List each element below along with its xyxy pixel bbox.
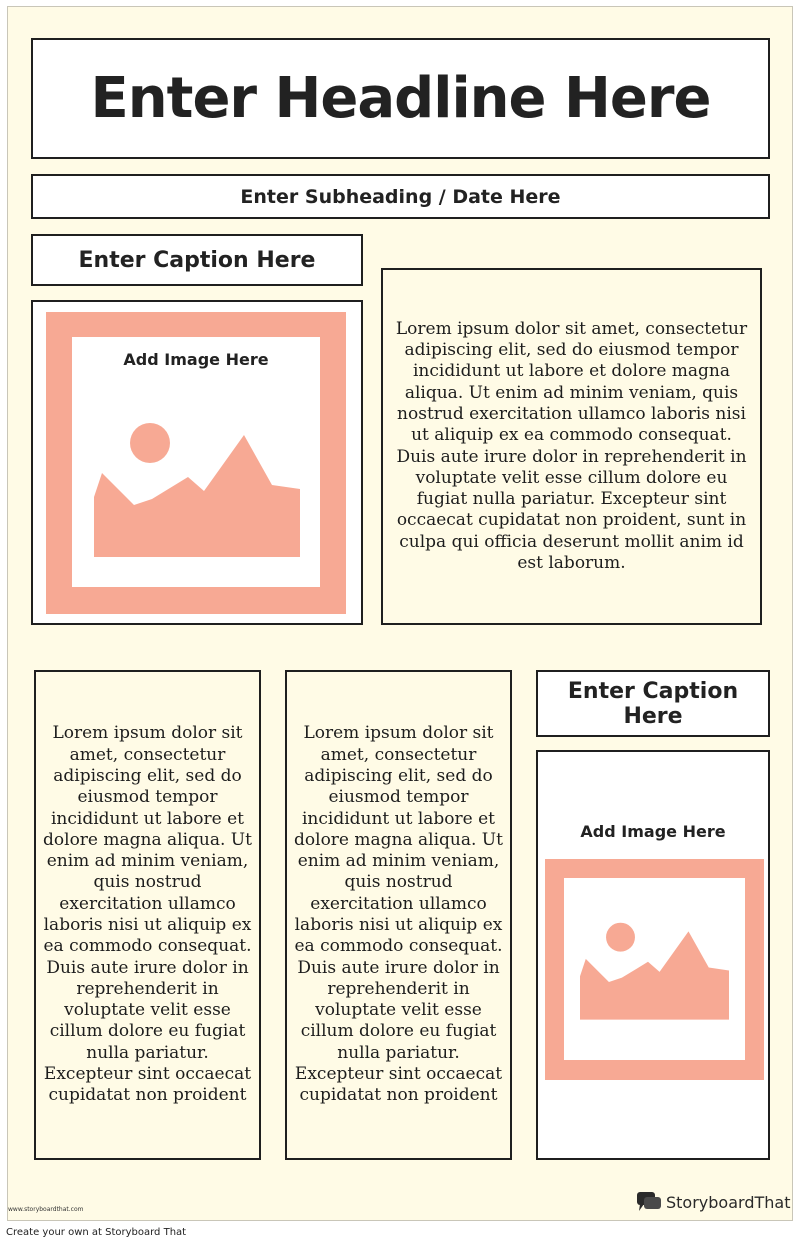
- headline: Enter Headline Here: [90, 66, 711, 131]
- add-image-label-1: Add Image Here: [123, 350, 269, 369]
- image-placeholder-2: [545, 859, 764, 1080]
- brand-name: StoryboardThat: [666, 1192, 791, 1212]
- image-placeholder-1: [46, 312, 346, 614]
- image-frame-1[interactable]: [31, 300, 363, 625]
- image-placeholder-inner-2: [564, 878, 745, 1060]
- caption-box-2[interactable]: [536, 670, 770, 737]
- image-placeholder-inner-1: [72, 337, 320, 587]
- image-frame-2[interactable]: [536, 750, 770, 1160]
- image-icon-2: [580, 918, 729, 1020]
- image-icon: [94, 417, 300, 557]
- subheading: Enter Subheading / Date Here: [240, 185, 561, 208]
- caption-2: Enter Caption Here: [567, 678, 739, 729]
- column-1-paragraph: Lorem ipsum dolor sit amet, consectetur adipiscing elit, sed do eiusmod tempor incididunt ut labore et dolore magna aliqua. Ut enim ad minim veniam, quis nostrud exercitation ullamco laboris nisi ut aliquip ex ea commodo consequat. Duis aute irure dolor in reprehenderit in voluptate velit esse cillum dolore eu fugiat nulla pariatur. Excepteur sint occaecat cupidatat non proident: [43, 723, 252, 1106]
- speech-bubble-icon: [636, 1191, 662, 1213]
- storyboardthat-logo[interactable]: [636, 1191, 790, 1213]
- caption-1: Enter Caption Here: [78, 247, 316, 273]
- headline-box[interactable]: [31, 38, 770, 159]
- column-2-paragraph: Lorem ipsum dolor sit amet, consectetur adipiscing elit, sed do eiusmod tempor incididunt ut labore et dolore magna aliqua. Ut enim ad minim veniam, quis nostrud exercitation ullamco laboris nisi ut aliquip ex ea commodo consequat. Duis aute irure dolor in reprehenderit in voluptate velit esse cillum dolore eu fugiat nulla pariatur. Excepteur sint occaecat cupidatat non proident: [294, 723, 503, 1106]
- footer-url[interactable]: www.storyboardthat.com: [8, 1206, 84, 1213]
- main-text-box[interactable]: [381, 268, 762, 625]
- subheading-box[interactable]: [31, 174, 770, 219]
- caption-box-1[interactable]: [31, 234, 363, 286]
- text-column-2[interactable]: [285, 670, 512, 1160]
- text-column-1[interactable]: [34, 670, 261, 1160]
- add-image-label-2: Add Image Here: [580, 822, 726, 841]
- footer-tagline[interactable]: Create your own at Storyboard That: [6, 1227, 187, 1238]
- main-paragraph: Lorem ipsum dolor sit amet, consectetur adipiscing elit, sed do eiusmod tempor incididunt ut labore et dolore magna aliqua. Ut enim ad minim veniam, quis nostrud exercitation ullamco laboris nisi ut aliquip ex ea commodo consequat. Duis aute irure dolor in reprehenderit in voluptate velit esse cillum dolore eu fugiat nulla pariatur. Excepteur sint occaecat cupidatat non proident, sunt in culpa qui officia deserunt mollit anim id est laborum.: [395, 318, 748, 573]
